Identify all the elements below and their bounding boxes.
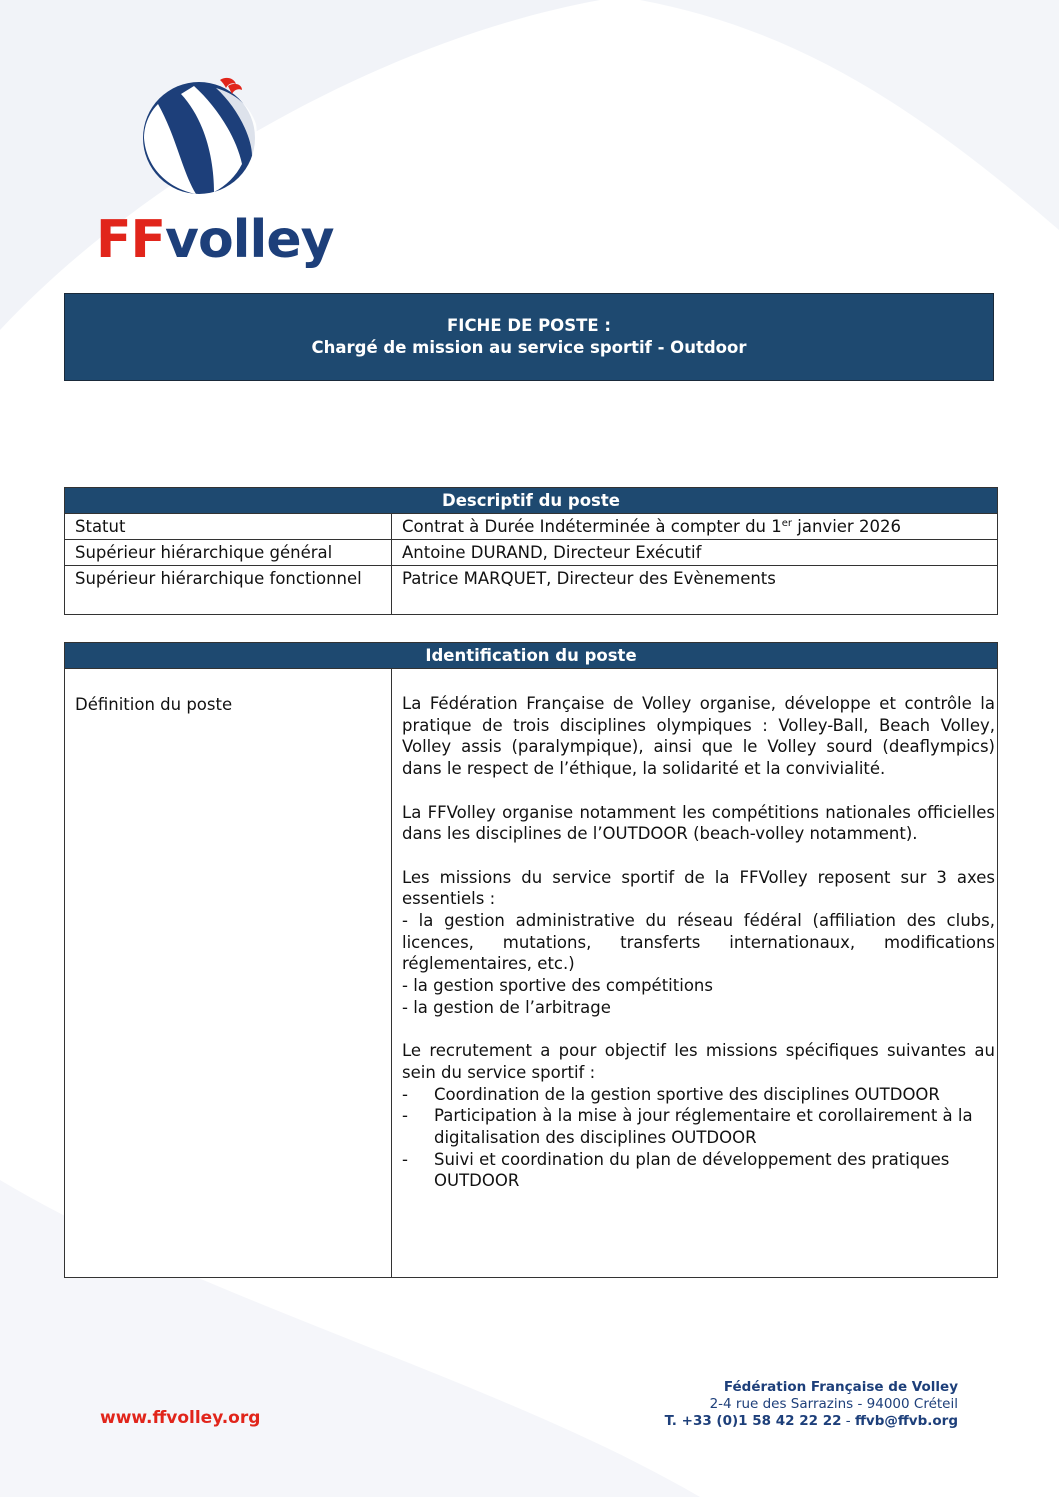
table-row bbox=[65, 540, 998, 566]
axis-item: - la gestion sportive des compétitions bbox=[402, 976, 713, 996]
superieur-general-label: Supérieur hiérarchique général bbox=[65, 540, 392, 566]
logo-ff: FF bbox=[96, 210, 166, 270]
superieur-fonctionnel-label: Supérieur hiérarchique fonctionnel bbox=[65, 566, 392, 615]
superieur-fonctionnel-value: Patrice MARQUET, Directeur des Evènements bbox=[392, 566, 998, 615]
superieur-general-value: Antoine DURAND, Directeur Exécutif bbox=[392, 540, 998, 566]
list-item: - Participation à la mise à jour réglementaire et corollairement à la digitalisation des disciplines OUTDOOR bbox=[402, 1105, 995, 1148]
descriptif-heading: Descriptif du poste bbox=[65, 488, 998, 514]
identification-heading: Identification du poste bbox=[65, 643, 998, 669]
axis-item: - la gestion administrative du réseau fédéral (affiliation des clubs, licences, mutations, transferts internationaux, modifications réglementaires, etc.) bbox=[402, 911, 995, 974]
title-line-2: Chargé de mission au service sportif - Outdoor bbox=[311, 338, 747, 357]
footer-email-link[interactable]: ffvb@ffvb.org bbox=[854, 1413, 958, 1429]
descriptif-table bbox=[64, 487, 998, 615]
table-row bbox=[65, 566, 998, 615]
table-row bbox=[65, 669, 998, 1278]
website-link[interactable]: www.ffvolley.org bbox=[100, 1408, 261, 1428]
statut-value-sup: er bbox=[781, 518, 793, 529]
list-item: - Suivi et coordination du plan de développement des pratiques OUTDOOR bbox=[402, 1149, 995, 1192]
definition-content bbox=[392, 669, 998, 1278]
missions-list bbox=[402, 1084, 995, 1193]
statut-label: Statut bbox=[65, 514, 392, 540]
title-line-1: FICHE DE POSTE : bbox=[447, 316, 611, 335]
footer-address bbox=[665, 1379, 958, 1430]
statut-value-text: Contrat à Durée Indéterminée à compter du 1 bbox=[402, 517, 782, 536]
footer-sep: - bbox=[841, 1413, 855, 1429]
ffvolley-wordmark bbox=[96, 210, 334, 270]
paragraph-federation: La Fédération Française de Volley organise, développe et contrôle la pratique de trois disciplines olympiques : Volley-Ball, Beach Volley, Volley assis (paralympique), ainsi que le Volley sourd (deaflympics) dans le respect de l’éthique, la solidarité et la convivialité. bbox=[402, 694, 995, 779]
footer-street: 2-4 rue des Sarrazins - 94000 Créteil bbox=[709, 1396, 958, 1412]
statut-value bbox=[392, 514, 998, 540]
page-title-box bbox=[64, 293, 994, 381]
statut-value-text-end: janvier 2026 bbox=[792, 517, 901, 536]
paragraph-missions-intro: Les missions du service sportif de la FFVolley reposent sur 3 axes essentiels : bbox=[402, 867, 995, 909]
table-row bbox=[65, 514, 998, 540]
footer-phone: T. +33 (0)1 58 42 22 22 bbox=[664, 1413, 842, 1429]
footer-contact bbox=[665, 1413, 958, 1430]
ffvolley-logo bbox=[96, 76, 334, 271]
axis-item: - la gestion de l’arbitrage bbox=[402, 997, 611, 1017]
logo-volley: volley bbox=[165, 210, 334, 270]
identification-table bbox=[64, 642, 998, 1278]
rooster-emblem-icon bbox=[96, 76, 306, 211]
list-item: - Coordination de la gestion sportive des disciplines OUTDOOR bbox=[402, 1084, 995, 1106]
paragraph-recrutement: Le recrutement a pour objectif les missions spécifiques suivantes au sein du service sportif : bbox=[402, 1041, 995, 1082]
definition-label: Définition du poste bbox=[65, 669, 392, 1278]
paragraph-competitions: La FFVolley organise notamment les compétitions nationales officielles dans les disciplines de l’OUTDOOR (beach-volley notamment). bbox=[402, 802, 995, 844]
footer-org-name: Fédération Française de Volley bbox=[723, 1379, 958, 1395]
